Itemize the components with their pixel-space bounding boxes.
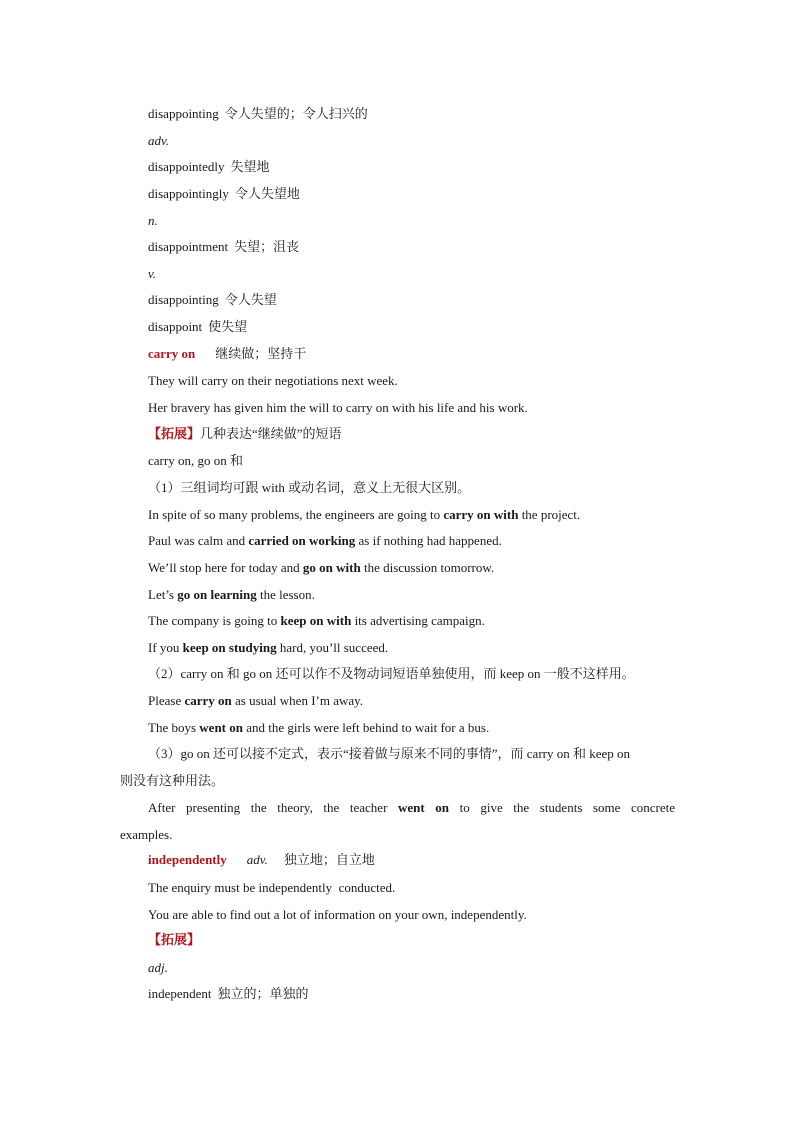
vocab-heading <box>148 346 306 362</box>
part-of-speech-label: n. <box>148 213 158 228</box>
sentence-text: After presenting the theory, the teacher <box>148 800 398 815</box>
example-sentence <box>148 533 502 549</box>
headword: disappointment <box>148 239 229 254</box>
chinese-meaning: 令人失望 <box>224 292 277 307</box>
headword: disappointingly <box>148 186 229 201</box>
example-sentence <box>148 800 675 816</box>
part-of-speech-label: v. <box>148 266 157 281</box>
vocab-heading <box>148 852 375 868</box>
sentence-text: the lesson. <box>256 587 315 602</box>
phrase-list: carry on, go on 和 <box>148 453 243 468</box>
headword: disappointing <box>148 292 219 307</box>
rule-note-continued: 则没有这种用法。 <box>120 773 225 788</box>
sentence-text: the project. <box>518 507 581 522</box>
part-of-speech-label: adv. <box>148 133 170 148</box>
key-phrase: carried on working <box>248 533 356 548</box>
part-of-speech: adv. <box>246 852 268 867</box>
example-sentence <box>148 507 580 523</box>
sentence-text: In spite of so many problems, the engineers are going to <box>148 507 444 522</box>
example-sentence <box>148 560 494 576</box>
sentence-text: Let’s <box>148 587 178 602</box>
sentence-text: Please <box>148 693 185 708</box>
key-phrase: keep on with <box>280 613 352 628</box>
key-phrase: keep on studying <box>182 640 277 655</box>
sentence-text: the discussion tomorrow. <box>360 560 495 575</box>
entry-line <box>148 159 270 175</box>
chinese-meaning: 失望地 <box>230 159 270 174</box>
example-sentence <box>148 693 363 709</box>
headword: independent <box>148 986 212 1001</box>
chinese-meaning: 独立的；单独的 <box>217 986 309 1001</box>
sentence-text: as usual when I’m away. <box>231 693 364 708</box>
sentence-text: The company is going to <box>148 613 281 628</box>
sentence-text: We’ll stop here for today and <box>148 560 303 575</box>
part-of-speech-label: adj. <box>148 960 168 975</box>
entry-line <box>148 239 299 255</box>
headword: disappointing <box>148 106 219 121</box>
key-phrase: go on learning <box>177 587 257 602</box>
example-sentence: Her bravery has given him the will to carry on with his life and his work. <box>148 400 528 415</box>
entry-line <box>148 319 247 335</box>
extension-heading <box>148 426 342 442</box>
example-sentence <box>148 640 388 656</box>
key-phrase: carry on <box>184 693 232 708</box>
extension-tag: 【拓展】 <box>148 426 201 441</box>
rule-note: （2）carry on 和 go on 还可以作不及物动词短语单独使用，而 keep on 一般不这样用。 <box>148 666 635 681</box>
sentence-text: and the girls were left behind to wait for a bus. <box>242 720 490 735</box>
chinese-meaning: 失望；沮丧 <box>234 239 300 254</box>
rule-note: （1）三组词均可跟 with 或动名词，意义上无很大区别。 <box>148 480 471 495</box>
sentence-text: to give the students some concrete <box>449 800 676 815</box>
entry-line <box>148 106 368 122</box>
sentence-text: The boys <box>148 720 200 735</box>
chinese-meaning: 继续做；坚持干 <box>215 346 307 361</box>
chinese-meaning: 令人失望地 <box>234 186 300 201</box>
example-sentence-continued: examples. <box>120 827 173 842</box>
chinese-meaning: 令人失望的；令人扫兴的 <box>224 106 368 121</box>
headword: disappoint <box>148 319 203 334</box>
entry-line <box>148 292 277 308</box>
entry-line <box>148 986 309 1002</box>
key-phrase: went on <box>199 720 243 735</box>
key-phrase: went on <box>398 800 450 815</box>
rule-note: （3）go on 还可以接不定式，表示“接着做与原来不同的事情”，而 carry on 和 keep on <box>148 746 631 761</box>
example-sentence <box>148 720 489 736</box>
example-sentence: They will carry on their negotiations next week. <box>148 373 398 388</box>
key-phrase: carry on with <box>443 507 519 522</box>
headword: disappointedly <box>148 159 225 174</box>
chinese-meaning: 使失望 <box>208 319 248 334</box>
sentence-text: as if nothing had happened. <box>355 533 502 548</box>
sentence-text: hard, you’ll succeed. <box>276 640 389 655</box>
example-sentence <box>148 587 315 603</box>
sentence-text: Paul was calm and <box>148 533 249 548</box>
sentence-text: If you <box>148 640 183 655</box>
headword: independently <box>148 852 227 867</box>
example-sentence: The enquiry must be independently conducted. <box>148 880 396 895</box>
chinese-meaning: 独立地；自立地 <box>283 852 375 867</box>
extension-title: 几种表达“继续做”的短语 <box>200 426 342 441</box>
sentence-text: its advertising campaign. <box>351 613 485 628</box>
extension-tag: 【拓展】 <box>148 932 201 947</box>
example-sentence: You are able to find out a lot of information on your own, independently. <box>148 907 527 922</box>
example-sentence <box>148 613 485 629</box>
headword: carry on <box>148 346 196 361</box>
entry-line <box>148 186 300 202</box>
key-phrase: go on with <box>302 560 361 575</box>
